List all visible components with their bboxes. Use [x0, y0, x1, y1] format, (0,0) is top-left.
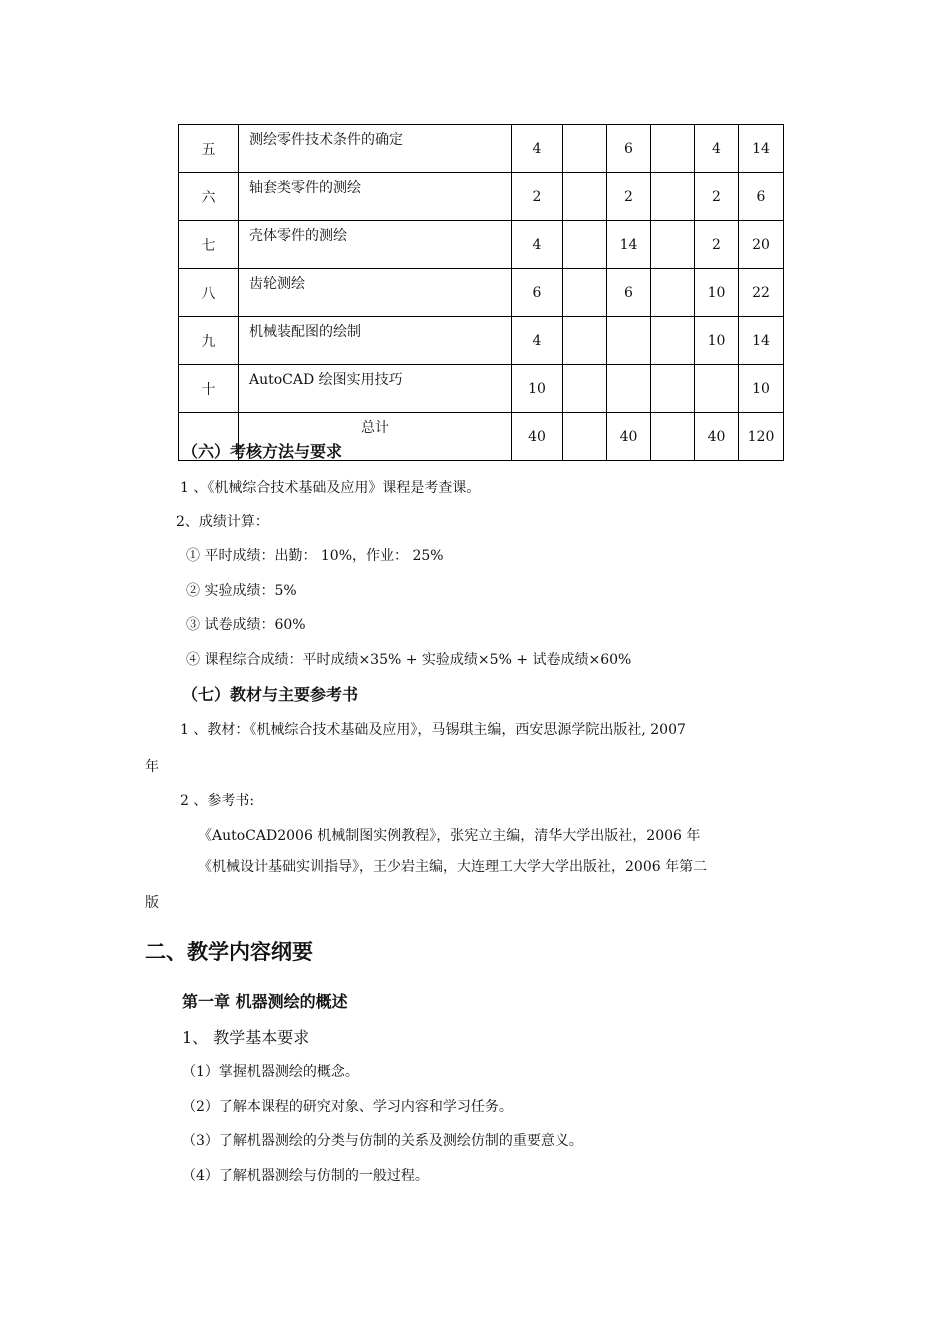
hours-cell: 6 [512, 269, 563, 317]
requirement-3: （3）了解机器测绘的分类与仿制的关系及测绘仿制的重要意义。 [182, 1133, 583, 1149]
requirement-1: （1）掌握机器测绘的概念。 [182, 1064, 359, 1080]
hours-total-cell: 6 [739, 173, 784, 221]
hours-cell [563, 221, 607, 269]
hours-total-cell: 14 [739, 125, 784, 173]
total-label: 总计 [239, 413, 512, 461]
section-title: 二、教学内容纲要 [145, 940, 313, 964]
hours-cell [563, 269, 607, 317]
chapter-name: 测绘零件技术条件的确定 [239, 125, 512, 173]
grade-regular: ① 平时成绩：出勤： 10%，作业： 25% [186, 548, 444, 564]
reference-2: 《机械设计基础实训指导》，王少岩主编，大连理工大学大学出版社，2006 年第二 [198, 859, 708, 875]
hours-cell [563, 413, 607, 461]
assessment-item-2: 2、成绩计算： [176, 514, 269, 530]
grade-overall: ④ 课程综合成绩：平时成绩×35% + 实验成绩×5% + 试卷成绩×60% [186, 652, 632, 668]
hours-cell [651, 317, 695, 365]
textbook-line-cont: 年 [145, 759, 159, 775]
chapter-number: 六 [179, 173, 239, 221]
hours-cell: 40 [512, 413, 563, 461]
hours-cell: 4 [512, 221, 563, 269]
hours-cell [695, 365, 739, 413]
course-hours-table [178, 124, 784, 461]
table-row [179, 173, 784, 221]
hours-cell: 6 [607, 125, 651, 173]
table-row [179, 365, 784, 413]
grade-lab: ② 实验成绩：5% [186, 583, 297, 599]
chapter-number: 七 [179, 221, 239, 269]
hours-cell: 10 [695, 317, 739, 365]
hours-cell [651, 365, 695, 413]
hours-cell: 4 [512, 125, 563, 173]
hours-cell [651, 173, 695, 221]
hours-cell [651, 125, 695, 173]
requirement-4: （4）了解机器测绘与仿制的一般过程。 [182, 1168, 429, 1184]
hours-cell: 2 [695, 221, 739, 269]
hours-cell: 10 [512, 365, 563, 413]
hours-cell: 6 [607, 269, 651, 317]
hours-cell: 2 [695, 173, 739, 221]
chapter-title: 第一章 机器测绘的概述 [182, 992, 348, 1011]
hours-cell [563, 125, 607, 173]
grade-exam: ③ 试卷成绩：60% [186, 617, 306, 633]
hours-total-cell: 120 [739, 413, 784, 461]
basic-requirements-heading: 1、 教学基本要求 [182, 1028, 310, 1047]
table-row [179, 221, 784, 269]
hours-cell [651, 413, 695, 461]
hours-cell [651, 221, 695, 269]
references-label: 2 、参考书: [180, 793, 255, 809]
chapter-name: 机械装配图的绘制 [239, 317, 512, 365]
assessment-heading: （六）考核方法与要求 [182, 442, 343, 461]
table-row [179, 317, 784, 365]
chapter-number: 九 [179, 317, 239, 365]
table-row [179, 269, 784, 317]
reference-1: 《AutoCAD2006 机械制图实例教程》，张宪立主编，清华大学出版社，2006 年 [198, 828, 701, 844]
hours-cell: 14 [607, 221, 651, 269]
textbooks-heading: （七）教材与主要参考书 [182, 685, 359, 704]
hours-cell: 4 [512, 317, 563, 365]
chapter-name: 齿轮测绘 [239, 269, 512, 317]
hours-total-cell: 10 [739, 365, 784, 413]
chapter-number: 十 [179, 365, 239, 413]
hours-cell: 2 [607, 173, 651, 221]
chapter-name: AutoCAD 绘图实用技巧 [239, 365, 512, 413]
hours-cell [607, 317, 651, 365]
chapter-name: 轴套类零件的测绘 [239, 173, 512, 221]
hours-cell [563, 317, 607, 365]
hours-total-cell: 20 [739, 221, 784, 269]
reference-2-cont: 版 [145, 895, 159, 911]
hours-cell [563, 173, 607, 221]
hours-cell: 40 [607, 413, 651, 461]
hours-cell: 10 [695, 269, 739, 317]
hours-cell: 2 [512, 173, 563, 221]
chapter-name: 壳体零件的测绘 [239, 221, 512, 269]
hours-cell [563, 365, 607, 413]
chapter-number: 八 [179, 269, 239, 317]
hours-total-cell: 22 [739, 269, 784, 317]
hours-cell [607, 365, 651, 413]
hours-cell [651, 269, 695, 317]
assessment-item-1: 1 、《机械综合技术基础及应用》课程是考查课。 [180, 480, 481, 496]
hours-cell: 4 [695, 125, 739, 173]
hours-cell: 40 [695, 413, 739, 461]
requirement-2: （2）了解本课程的研究对象、学习内容和学习任务。 [182, 1099, 513, 1115]
table-row [179, 125, 784, 173]
textbook-line: 1 、教材：《机械综合技术基础及应用》，马锡琪主编，西安思源学院出版社, 2007 [180, 722, 686, 738]
chapter-number: 五 [179, 125, 239, 173]
hours-total-cell: 14 [739, 317, 784, 365]
